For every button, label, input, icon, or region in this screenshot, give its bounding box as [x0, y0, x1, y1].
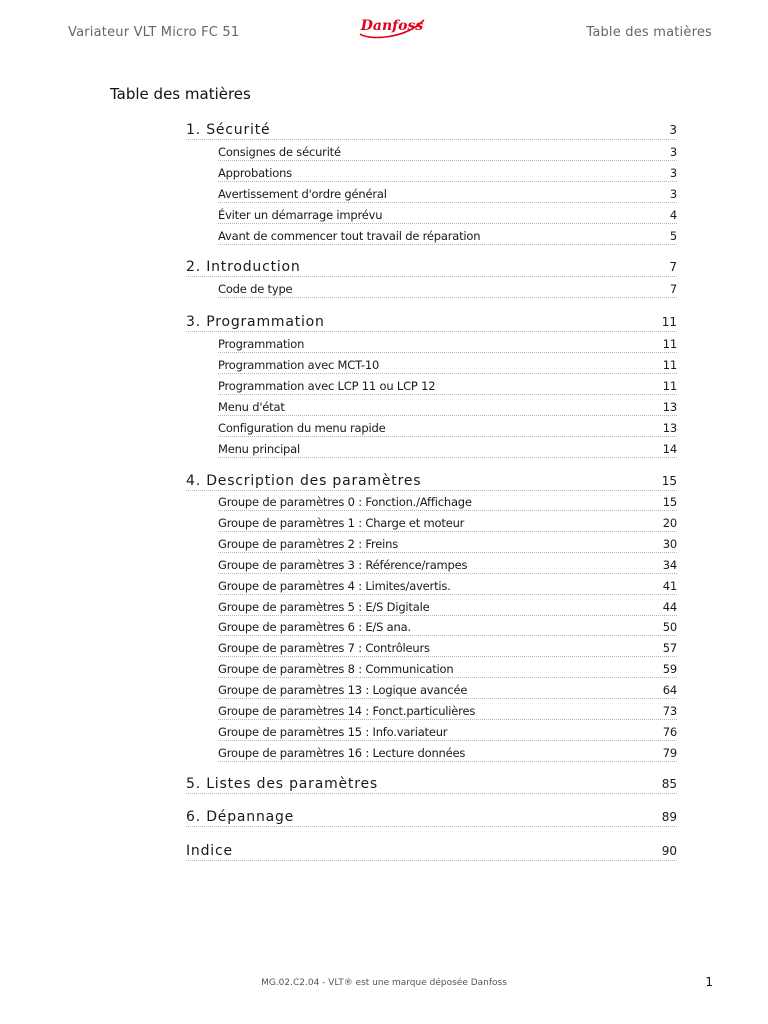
- toc-entry[interactable]: [218, 358, 677, 372]
- toc-entry-page: 79: [662, 745, 677, 760]
- toc-entry[interactable]: [218, 229, 677, 243]
- dotted-leader: [218, 373, 677, 374]
- toc-entry-label: Groupe de paramètres 16 : Lecture données: [218, 745, 466, 760]
- toc-chapter-page: 85: [661, 777, 677, 791]
- header-document-title: Variateur VLT Micro FC 51: [68, 25, 240, 40]
- toc-entry[interactable]: [218, 400, 677, 414]
- toc-entry-label: Groupe de paramètres 1 : Charge et moteur: [218, 515, 465, 530]
- toc-entry-label: Groupe de paramètres 0 : Fonction./Affichage: [218, 495, 472, 509]
- dotted-leader: [218, 615, 677, 616]
- toc-chapter-label: 1. Sécurité: [186, 122, 271, 138]
- toc-entry-label: Groupe de paramètres 8 : Communication: [218, 662, 454, 677]
- toc-entry[interactable]: [218, 641, 677, 655]
- toc-entry-page: 3: [669, 145, 677, 159]
- toc-entry-page: 5: [669, 228, 677, 243]
- toc-chapter-label: 4. Description des paramètres: [186, 473, 422, 489]
- toc-chapter-label: 5. Listes des paramètres: [186, 776, 378, 792]
- dotted-leader: [218, 594, 677, 595]
- toc-entry[interactable]: [218, 208, 677, 222]
- toc-chapter[interactable]: [186, 809, 677, 825]
- toc-entry-page: 11: [662, 357, 677, 372]
- toc-entry[interactable]: [218, 442, 677, 456]
- dotted-leader: [186, 139, 677, 140]
- toc-chapter[interactable]: [186, 776, 677, 792]
- toc-entry-page: 30: [662, 536, 677, 551]
- dotted-leader: [186, 490, 677, 491]
- toc-entry-page: 76: [662, 724, 677, 739]
- dotted-leader: [218, 394, 677, 395]
- toc-entry-label: Groupe de paramètres 5 : E/S Digitale: [218, 599, 430, 614]
- toc-chapter-label: 3. Programmation: [186, 314, 325, 330]
- toc-entry[interactable]: [218, 145, 677, 159]
- toc-chapter[interactable]: [186, 473, 677, 489]
- toc-entry-page: 13: [662, 399, 677, 414]
- toc-entry-label: Groupe de paramètres 2 : Freins: [218, 536, 398, 551]
- toc-entry-label: Menu d'état: [218, 399, 285, 414]
- toc-chapter-page: 89: [661, 810, 677, 824]
- toc-chapter[interactable]: [186, 314, 677, 330]
- toc-chapter-page: 11: [661, 315, 677, 329]
- toc-entry[interactable]: [218, 662, 677, 676]
- footer-note: MG.02.C2.04 - VLT® est une marque déposée Danfoss: [261, 978, 507, 988]
- toc-entry-page: 11: [662, 337, 677, 351]
- toc-entry[interactable]: [218, 166, 677, 180]
- toc-entry-page: 15: [662, 495, 677, 509]
- page-title: Table des matières: [110, 85, 251, 103]
- dotted-leader: [186, 860, 677, 861]
- toc-entry-label: Configuration du menu rapide: [218, 420, 386, 435]
- toc-chapter-label: 2. Introduction: [186, 259, 301, 275]
- toc-entry-label: Avant de commencer tout travail de réparation: [218, 228, 481, 243]
- toc-entry-label: Consignes de sécurité: [218, 145, 341, 159]
- dotted-leader: [218, 436, 677, 437]
- dotted-leader: [218, 761, 677, 762]
- toc-entry-page: 7: [669, 282, 677, 296]
- toc-entry-page: 3: [669, 186, 677, 201]
- toc-entry-label: Groupe de paramètres 13 : Logique avancée: [218, 683, 468, 698]
- toc-chapter-page: 90: [661, 844, 677, 858]
- dotted-leader: [218, 297, 677, 298]
- dotted-leader: [218, 677, 677, 678]
- toc-entry[interactable]: [218, 495, 677, 509]
- svg-text:Danfoss: Danfoss: [360, 18, 424, 34]
- page-number: 1: [705, 975, 713, 989]
- toc-entry-label: Groupe de paramètres 7 : Contrôleurs: [218, 641, 430, 656]
- toc-entry-page: 57: [662, 641, 677, 656]
- toc-entry-label: Programmation avec MCT-10: [218, 357, 380, 372]
- toc-entry-page: 64: [662, 683, 677, 698]
- toc-chapter-page: 3: [669, 123, 677, 137]
- toc-entry-page: 3: [669, 165, 677, 180]
- toc-entry[interactable]: [218, 704, 677, 718]
- toc-entry-label: Éviter un démarrage imprévu: [218, 207, 383, 222]
- toc-chapter-page: 7: [669, 260, 677, 274]
- toc-entry-label: Groupe de paramètres 6 : E/S ana.: [218, 620, 411, 635]
- toc-entry-label: Avertissement d'ordre général: [218, 186, 387, 201]
- toc-chapter[interactable]: [186, 259, 677, 275]
- toc-entry[interactable]: [218, 282, 677, 296]
- toc-entry-label: Programmation: [218, 337, 305, 351]
- dotted-leader: [218, 160, 677, 161]
- toc-entry[interactable]: [218, 746, 677, 760]
- toc-entry-page: 44: [662, 599, 677, 614]
- dotted-leader: [218, 719, 677, 720]
- dotted-leader: [186, 826, 677, 827]
- toc-entry[interactable]: [218, 187, 677, 201]
- toc-entry-page: 50: [662, 620, 677, 635]
- dotted-leader: [186, 793, 677, 794]
- toc-entry[interactable]: [218, 379, 677, 393]
- toc-entry-label: Groupe de paramètres 15 : Info.variateur: [218, 724, 448, 739]
- toc-entry[interactable]: [218, 683, 677, 697]
- toc-entry[interactable]: [218, 558, 677, 572]
- dotted-leader: [218, 656, 677, 657]
- toc-entry-label: Groupe de paramètres 3 : Référence/rampes: [218, 557, 468, 572]
- toc-entry-label: Approbations: [218, 165, 292, 180]
- dotted-leader: [218, 510, 677, 511]
- header-section-title: Table des matières: [586, 25, 712, 40]
- toc-entry-page: 14: [662, 441, 677, 456]
- toc-entry-label: Groupe de paramètres 4 : Limites/avertis.: [218, 578, 451, 593]
- toc-entry[interactable]: [218, 516, 677, 530]
- toc-entry[interactable]: [218, 537, 677, 551]
- dotted-leader: [218, 415, 677, 416]
- toc-entry-page: 34: [662, 557, 677, 572]
- toc-entry-page: 13: [662, 420, 677, 435]
- toc-entry-page: 41: [662, 578, 677, 593]
- toc-entry-page: 73: [662, 704, 677, 718]
- dotted-leader: [218, 457, 677, 458]
- dotted-leader: [218, 552, 677, 553]
- toc-entry[interactable]: [218, 725, 677, 739]
- toc-chapter-page: 15: [661, 474, 677, 488]
- toc-chapter[interactable]: [186, 122, 677, 138]
- dotted-leader: [218, 352, 677, 353]
- toc-chapter[interactable]: [186, 843, 677, 859]
- dotted-leader: [218, 244, 677, 245]
- toc-entry[interactable]: [218, 579, 677, 593]
- toc-entry-label: Groupe de paramètres 14 : Fonct.particulières: [218, 704, 476, 718]
- toc-entry-label: Menu principal: [218, 441, 301, 456]
- toc-entry-page: 20: [662, 515, 677, 530]
- dotted-leader: [218, 740, 677, 741]
- dotted-leader: [218, 635, 677, 636]
- danfoss-logo: [354, 14, 430, 40]
- dotted-leader: [218, 698, 677, 699]
- toc-entry-label: Programmation avec LCP 11 ou LCP 12: [218, 378, 436, 393]
- dotted-leader: [218, 573, 677, 574]
- toc-entry[interactable]: [218, 337, 677, 351]
- dotted-leader: [218, 181, 677, 182]
- toc-entry-page: 11: [662, 378, 677, 393]
- toc-entry[interactable]: [218, 421, 677, 435]
- toc-entry[interactable]: [218, 600, 677, 614]
- dotted-leader: [218, 531, 677, 532]
- dotted-leader: [186, 331, 677, 332]
- toc-chapter-label: 6. Dépannage: [186, 809, 295, 825]
- dotted-leader: [186, 276, 677, 277]
- toc-entry-page: 4: [669, 207, 677, 222]
- toc-entry-label: Code de type: [218, 282, 293, 296]
- toc-entry[interactable]: [218, 620, 677, 634]
- toc-chapter-label: Indice: [186, 843, 233, 859]
- dotted-leader: [218, 202, 677, 203]
- dotted-leader: [218, 223, 677, 224]
- toc-entry-page: 59: [662, 662, 677, 677]
